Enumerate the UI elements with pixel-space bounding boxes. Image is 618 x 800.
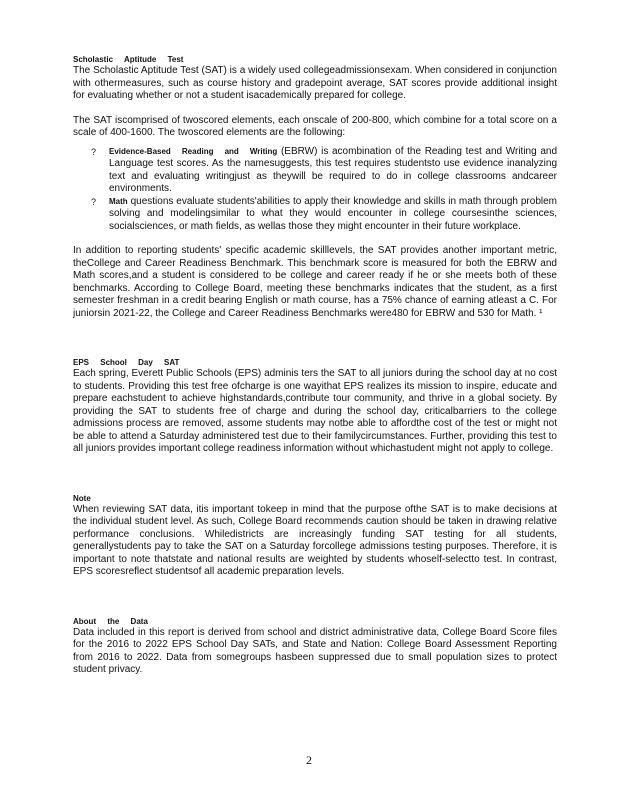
eps-heading: EPS School Day SAT [73, 358, 180, 367]
eps-paragraph: Each spring, Everett Public Schools (EPS) adminis ters the SAT to all juniors during the school day at no cost to students. Providing this test free ofcharge is one wayithat EPS realizes its mission to inspire, educate and prepare eachstudent to achieve highstandards,contribute tour community, and thrive in a global society. By providing the SAT to students free of charge and during the school day, criticalbarriers to the college admissions process are removed, assome students may notbe able to affordthe cost of the test or might not be able to attend a Saturday administered test due to their familycircumstances. Further, providing this test to all juniors provides important college readiness information without whichastudent might not apply to college. [73, 368, 557, 454]
about-data-heading: About the Data [73, 616, 148, 626]
sat-heading: Scholastic Aptitude Test [73, 55, 184, 64]
note-paragraph: When reviewing SAT data, itis important tokeep in mind that the purpose ofthe SAT is to make decisions at the individual student level. As such, College Board recommends caution should be taken in drawing relative performance conclusions. Whiledistricts are increasingly funding SAT testing for all students, generallystudents pay to take the SAT on a Saturday forcollege admissions testing purposes. Therefore, it is important to note thatstate and national results are weighted by students whoself-selectto test. In contrast, EPS scoresreflect studentsof all academic preparation levels. [73, 503, 557, 577]
ebrw-description: (EBRW) is acombination of the Reading test and Writing and Language test scores. As the namesuggests, this test requires studentsto use evidence inanalyzing text and evaluating writingjust as theywill be required to do in college classrooms andcareer environments. [109, 145, 558, 194]
bullet-marker: ? [91, 146, 97, 157]
math-term: Math [109, 196, 128, 206]
benchmark-paragraph: In addition to reporting students' specific academic skilllevels, the SAT provides another important metric, theCollege and Career Readiness Benchmark. This benchmark score is measured for both the EBRW and Math scores,and a student is considered to be college and career ready if he or she meets both of these benchmarks. According to College Board, meeting these benchmarks indicates that the student, as a first semester freshman in a credit bearing English or math course, has a 75% chance of earning atleast a C. For juniorsin 2021-22, the College and Career Readiness Benchmarks were480 for EBRW and 530 for Math. ¹ [73, 245, 557, 319]
document-page [73, 55, 557, 677]
note-heading: Note [73, 493, 91, 503]
bullet-marker: ? [91, 196, 97, 207]
list-item-ebrw [91, 145, 558, 196]
about-data-paragraph: Data included in this report is derived from school and district administrative data, College Board Score files for the 2016 to 2022 EPS School Day SATs, and State and Nation: College Board Assessment Reporting from 2016 to 2022. Data from somegroups hasbeen suppressed due to small population sizes to protect student privacy. [73, 626, 557, 675]
math-description: questions evaluate students'abilities to apply their knowledge and skills in math through problem solving and modelingsimilar to what they would encounter in college coursesinthe sciences, socialsciences, or math fields, as wellas those they might encounter in their future workplace. [109, 195, 557, 232]
list-item-math [91, 195, 557, 234]
sat-elements-paragraph: The SAT iscomprised of twoscored elements, each onscale of 200-800, which combine for a total score on a scale of 400-1600. The twoscored elements are the following: [73, 114, 557, 138]
page-number: 2 [306, 753, 312, 767]
sat-intro-paragraph: The Scholastic Aptitude Test (SAT) is a widely used collegeadmissionsexam. When considered in conjunction with othermeasures, such as course history and gradepoint average, SAT scores provide additional insight for evaluating whether or not a student isacademically prepared for college. [73, 65, 557, 101]
ebrw-term: Evidence-Based Reading and Writing [109, 146, 278, 156]
score-elements-list [73, 146, 557, 234]
